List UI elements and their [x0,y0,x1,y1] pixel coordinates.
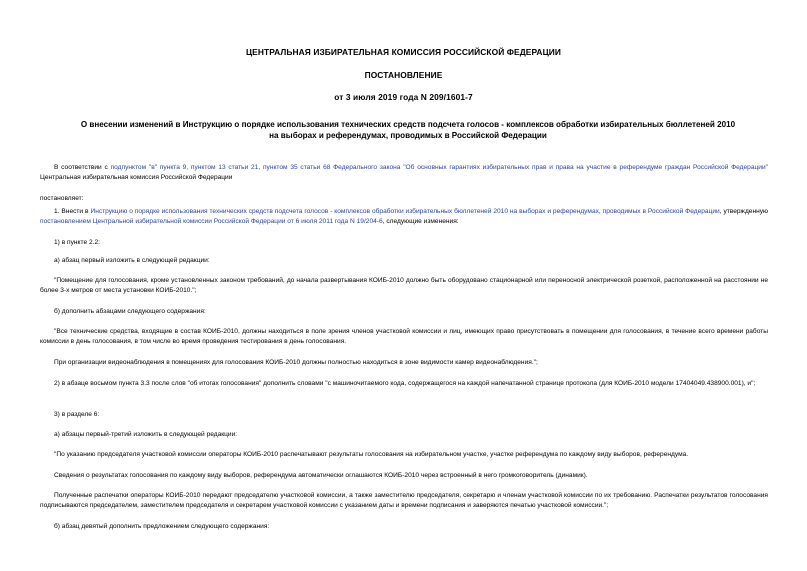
instruction-link[interactable]: Инструкцию о порядке использования технических средств подсчета голосов - комплексов обработки избирательных бюллетеней 2010 на выборах и референдумах, проводимых в Российской Федерации [90,208,720,215]
item-1-end: , следующие изменения: [382,218,459,226]
date-number: от 3 июля 2019 года N 209/1601-7 [334,92,473,102]
item-1-mid: , утвержденную [719,208,768,215]
preamble-end: Центральная избирательная комиссия Российской Федерации [40,174,233,182]
organization-title: ЦЕНТРАЛЬНАЯ ИЗБИРАТЕЛЬНАЯ КОМИССИЯ РОССИЙСКОЙ ФЕДЕРАЦИИ [245,47,562,57]
paragraph: б) абзац девятый дополнить предложением следующего содержания: [54,523,270,530]
paragraph: а) абзацы первый-третий изложить в следующей редакции: [54,431,238,438]
paragraph: Сведения о результатах голосования по каждому виду выборов, референдума автоматически оглашаются КОИБ-2010 через встроенный в него громкоговоритель (динамик). [54,472,588,479]
paragraph: 3) в разделе 6: [54,411,100,418]
preamble-intro: В соответствии с [54,164,111,171]
paragraph: Полученные распечатки операторы КОИБ-2010 передают председателю участковой комиссии, а также заместителю председателя, секретарю и членам участковой комиссии по их требованию. Распечатки результатов голосования подписываются председателем, заместителем председателя и секретарем участковой комиссии с указанием даты и времени подписания и заверяются печатью участковой комиссии."; [40,492,768,510]
resolution-link[interactable]: постановлением Центральной избирательной комиссии Российской Федерации от 6 июля 2011 года N 19/204-6 [40,218,383,226]
paragraph: 2) в абзаце восьмом пункта 3.3 после слов "об итогах голосования" дополнить словами "с машиночитаемого кода, содержащегося на каждой напечатанной странице протокола (для КОИБ-2010 модели 17404049.438900.001), и"; [54,380,756,387]
item-1-intro: 1. Внести в [54,208,91,215]
federal-law-link[interactable]: подпунктом "в" пункта 9, пунктом 13 статьи 21, пунктом 35 статьи 68 Федерального закона "Об основных гарантиях избирательных прав и права на участие в референдуме граждан Российской Федерации" [110,164,768,171]
document-type: ПОСТАНОВЛЕНИЕ [364,70,443,80]
paragraph: "Все технические средства, входящие в состав КОИБ-2010, должны находиться в поле зрения членов участковой комиссии и лиц, имеющих право присутствовать в помещении для голосования, в течение всего времени работы комиссии в день голосования, в том числе во время проведения тестирования в день голосования. [40,328,768,346]
preamble-paragraph [40,163,768,184]
paragraph: "Помещение для голосования, кроме установленных законом требований, до начала развертывания КОИБ-2010 должно быть оборудовано стационарной или переносной электрической розеткой, расположенной на расстоянии не более 3-х метров от места установки КОИБ-2010."; [40,277,768,295]
subject-line-1: О внесении изменений в Инструкцию о порядке использования технических средств подсчета голосов - комплексов обработки избирательных бюллетеней 2010 [80,120,736,129]
paragraph: При организации видеонаблюдения в помещениях для голосования КОИБ-2010 должны полностью находиться в зоне видимости камер видеонаблюдения."; [54,359,538,366]
paragraph: а) абзац первый изложить в следующей редакции: [54,257,210,264]
subject-line-2: на выборах и референдумах, проводимых в Российской Федерации [269,131,547,140]
resolves-paragraph: постановляет: [40,195,84,202]
item-1-paragraph [40,207,768,228]
paragraph: 1) в пункте 2.2: [54,239,100,246]
paragraph: "По указанию председателя участковой комиссии операторы КОИБ-2010 распечатывают результаты голосования на избирательном участке, участке референдума по каждому виду выборов, референдума. [54,451,689,458]
document-subject [48,119,768,141]
paragraph: б) дополнить абзацами следующего содержания: [54,308,206,315]
